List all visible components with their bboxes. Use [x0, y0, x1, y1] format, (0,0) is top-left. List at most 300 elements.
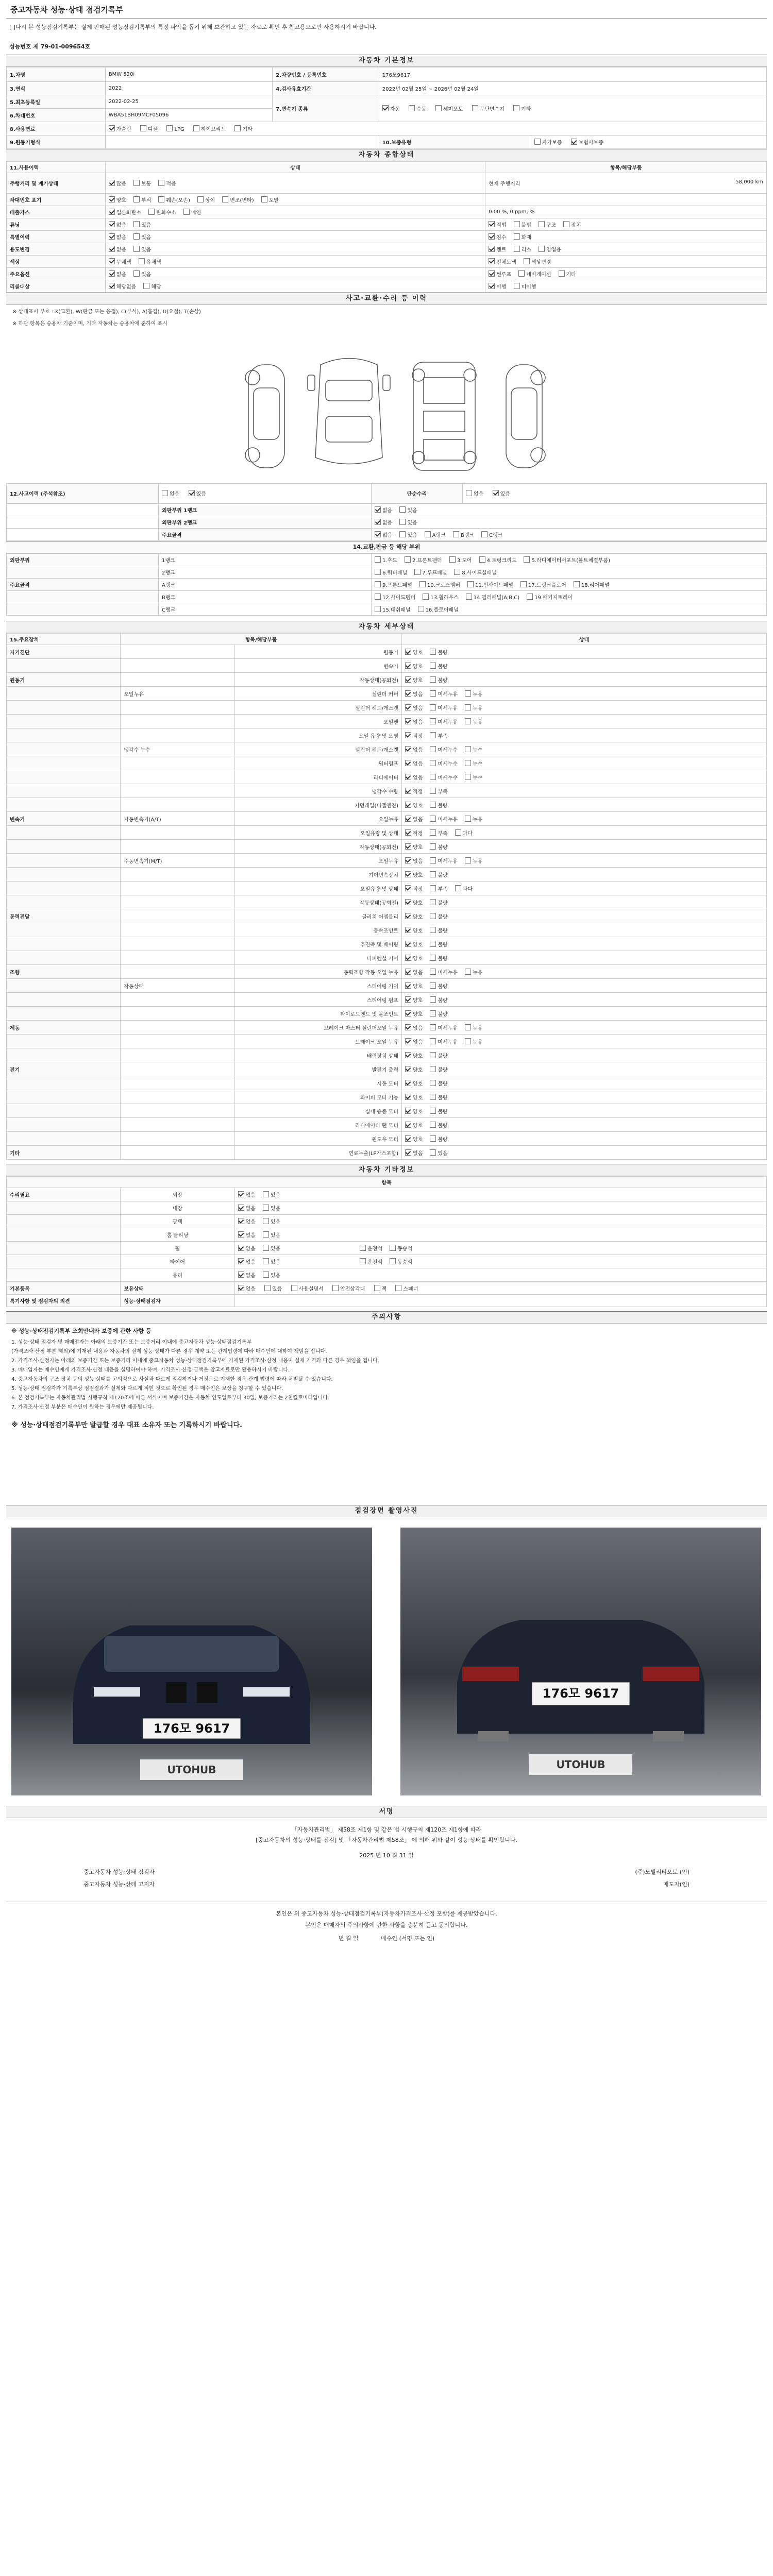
detail-options: 양호 불량	[402, 1048, 767, 1062]
checkbox[interactable]	[405, 941, 411, 947]
checkbox[interactable]	[430, 676, 436, 683]
checkbox[interactable]	[524, 556, 530, 563]
checkbox[interactable]	[455, 829, 461, 836]
detail-sub	[121, 868, 234, 882]
transmission-options: 자동 수동 세미오토 무단변속기 기타	[379, 95, 766, 122]
detail-row	[7, 715, 767, 728]
checkbox[interactable]	[375, 581, 381, 587]
detail-group	[7, 1118, 121, 1132]
rank-parts: 12.사이드멤버 13.휠하우스 14.필러패널(A,B,C) 19.패키지트레이	[372, 591, 767, 603]
checkbox[interactable]	[465, 1038, 471, 1044]
checkbox[interactable]	[375, 519, 381, 525]
checkbox[interactable]	[405, 816, 411, 822]
section-photos: 점검장면 촬영사진	[6, 1505, 767, 1517]
general-row-detail: 0.00 %, 0 ppm, %	[485, 206, 767, 218]
detail-group	[7, 923, 121, 937]
checkbox[interactable]	[405, 969, 411, 975]
checkbox[interactable]	[534, 139, 541, 145]
checkbox[interactable]	[405, 676, 411, 683]
checkbox[interactable]	[263, 1258, 269, 1264]
checkbox[interactable]	[409, 105, 415, 111]
rank-parts-table	[6, 553, 767, 616]
checkbox[interactable]	[183, 209, 190, 215]
checkbox[interactable]	[430, 955, 436, 961]
checkbox[interactable]	[430, 1108, 436, 1114]
checkbox[interactable]	[465, 857, 471, 863]
checkbox[interactable]	[405, 1024, 411, 1030]
checkbox[interactable]	[430, 760, 436, 766]
checkbox[interactable]	[430, 704, 436, 710]
checkbox[interactable]	[430, 871, 436, 877]
checkbox[interactable]	[166, 125, 173, 131]
checkbox[interactable]	[109, 209, 115, 215]
checkbox[interactable]	[238, 1191, 244, 1197]
checkbox[interactable]	[539, 221, 545, 227]
checkbox[interactable]	[238, 1218, 244, 1224]
detail-row	[7, 854, 767, 868]
detail-row	[7, 812, 767, 826]
checkbox[interactable]	[518, 270, 525, 277]
detail-sub	[121, 770, 234, 784]
detail-group	[7, 715, 121, 728]
checkbox[interactable]	[465, 746, 471, 752]
certificate-value: 79-01-009654호	[40, 43, 91, 50]
checkbox[interactable]	[453, 531, 459, 537]
detail-options: 양호 불량	[402, 1007, 767, 1021]
checkbox[interactable]	[222, 196, 228, 202]
general-row-options: 많음 보통 적음	[105, 173, 485, 194]
checkbox[interactable]	[465, 690, 471, 697]
checkbox[interactable]	[133, 180, 140, 186]
checkbox[interactable]	[405, 1010, 411, 1016]
detail-options: 없음 미세누유 누유	[402, 1035, 767, 1048]
checkbox[interactable]	[405, 871, 411, 877]
rank-row	[7, 554, 767, 566]
general-row	[7, 206, 767, 218]
checkbox[interactable]	[133, 233, 140, 240]
checkbox[interactable]	[109, 125, 115, 131]
checkbox[interactable]	[430, 885, 436, 891]
checkbox[interactable]	[472, 105, 478, 111]
col-header: 항목	[7, 1177, 767, 1188]
checkbox[interactable]	[143, 283, 149, 289]
detail-sub	[121, 1146, 234, 1160]
detail-sub	[121, 882, 234, 895]
checkbox[interactable]	[479, 556, 485, 563]
checkbox[interactable]	[430, 774, 436, 780]
checkbox[interactable]	[430, 1094, 436, 1100]
rank-name: B랭크	[159, 591, 372, 603]
checkbox[interactable]	[405, 649, 411, 655]
detail-options: 없음 미세누유 누유	[402, 854, 767, 868]
checkbox[interactable]	[514, 221, 520, 227]
detail-group: 조향	[7, 965, 121, 979]
checkbox[interactable]	[133, 270, 140, 277]
checkbox[interactable]	[109, 196, 115, 202]
checkbox[interactable]	[559, 270, 565, 277]
basic-items-sub: 보유상태	[121, 1282, 234, 1295]
checkbox[interactable]	[375, 569, 381, 575]
detail-item: 오일누유	[234, 854, 402, 868]
rank-row	[7, 566, 767, 579]
detail-options: 적정 부족	[402, 784, 767, 798]
detail-sub	[121, 1062, 234, 1076]
checkbox[interactable]	[430, 1136, 436, 1142]
checkbox[interactable]	[405, 732, 411, 738]
detail-options: 없음 미세누유 누유	[402, 687, 767, 701]
checkbox[interactable]	[430, 690, 436, 697]
checkbox[interactable]	[430, 788, 436, 794]
detail-item: 라디에이터	[234, 770, 402, 784]
checkbox[interactable]	[263, 1218, 269, 1224]
detail-row	[7, 1021, 767, 1035]
checkbox[interactable]	[466, 594, 472, 600]
exterior-options: 없음 있음	[372, 516, 767, 529]
checkbox[interactable]	[264, 1285, 271, 1291]
checkbox[interactable]	[430, 1024, 436, 1030]
detail-item: 작동상태(공회전)	[234, 840, 402, 854]
checkbox[interactable]	[430, 843, 436, 850]
other-group	[7, 1215, 121, 1228]
checkbox[interactable]	[405, 788, 411, 794]
checkbox[interactable]	[140, 125, 146, 131]
detail-item: 스티어링 펌프	[234, 993, 402, 1007]
checkbox[interactable]	[430, 899, 436, 905]
checkbox[interactable]	[539, 246, 545, 252]
other-item: 유리	[121, 1268, 234, 1282]
checkbox[interactable]	[395, 1285, 401, 1291]
checkbox[interactable]	[465, 704, 471, 710]
detail-options: 양호 불량	[402, 937, 767, 951]
detail-group	[7, 993, 121, 1007]
other-item: 타이어	[121, 1255, 234, 1268]
checkbox[interactable]	[109, 283, 115, 289]
notice-line: 3. 매매업자는 매수인에게 가격조사·산정 내용을 설명하여야 하며, 가격조사·산정 금액은 참고자료로만 활용하시기 바랍니다.	[11, 1367, 290, 1373]
detail-item: 실린더 커버	[234, 687, 402, 701]
checkbox[interactable]	[430, 913, 436, 919]
detail-group	[7, 1048, 121, 1062]
other-options: 없음 있음	[234, 1201, 767, 1215]
checkbox[interactable]	[109, 246, 115, 252]
checkbox[interactable]	[158, 180, 164, 186]
checkbox[interactable]	[399, 531, 406, 537]
general-row-label: 주요옵션	[7, 268, 106, 280]
detail-group	[7, 951, 121, 965]
checkbox[interactable]	[405, 663, 411, 669]
checkbox[interactable]	[405, 955, 411, 961]
detail-item: 오일누유	[234, 812, 402, 826]
reg-no-value: 176모9617	[379, 67, 766, 82]
checkbox[interactable]	[133, 246, 140, 252]
checkbox[interactable]	[405, 1080, 411, 1086]
receipt-block	[6, 1902, 767, 1942]
checkbox[interactable]	[430, 1010, 436, 1016]
checkbox[interactable]	[405, 1122, 411, 1128]
checkbox[interactable]	[234, 125, 241, 131]
checkbox[interactable]	[332, 1285, 339, 1291]
checkbox[interactable]	[430, 857, 436, 863]
receipt-date: 년 월 일	[338, 1935, 359, 1942]
accident-label: 12.사고이력 (주석참조)	[7, 484, 159, 503]
checkbox[interactable]	[263, 1191, 269, 1197]
checkbox[interactable]	[430, 829, 436, 836]
checkbox[interactable]	[375, 594, 381, 600]
checkbox[interactable]	[571, 139, 577, 145]
detail-row	[7, 1035, 767, 1048]
checkbox[interactable]	[430, 802, 436, 808]
checkbox[interactable]	[109, 180, 115, 186]
checkbox[interactable]	[375, 506, 381, 513]
checkbox[interactable]	[405, 1136, 411, 1142]
checkbox[interactable]	[514, 283, 520, 289]
detail-row	[7, 728, 767, 742]
other-row	[7, 1228, 767, 1242]
checkbox[interactable]	[419, 581, 426, 587]
detail-group: 자기진단	[7, 645, 121, 659]
checkbox[interactable]	[405, 774, 411, 780]
detail-group	[7, 882, 121, 895]
receipt-line: 본인은 매매자의 주의사항에 관한 사항을 충분히 듣고 동의합니다.	[305, 1922, 468, 1928]
checkbox[interactable]	[430, 718, 436, 724]
checkbox[interactable]	[454, 569, 460, 575]
detail-row	[7, 1132, 767, 1146]
checkbox[interactable]	[465, 760, 471, 766]
checkbox[interactable]	[109, 221, 115, 227]
checkbox[interactable]	[430, 649, 436, 655]
checkbox[interactable]	[405, 704, 411, 710]
checkbox[interactable]	[430, 941, 436, 947]
checkbox[interactable]	[375, 606, 381, 612]
checkbox[interactable]	[405, 1108, 411, 1114]
checkbox[interactable]	[465, 1024, 471, 1030]
checkbox[interactable]	[430, 732, 436, 738]
section-detail-state: 자동차 세부상태	[6, 621, 767, 633]
checkbox[interactable]	[405, 1052, 411, 1058]
checkbox[interactable]	[238, 1245, 244, 1251]
special-label: 특기사항 및 점검자의 의견	[7, 1295, 121, 1307]
checkbox[interactable]	[405, 913, 411, 919]
checkbox[interactable]	[466, 490, 472, 496]
detail-options: 양호 불량	[402, 951, 767, 965]
detail-sub	[121, 993, 234, 1007]
checkbox[interactable]	[291, 1285, 297, 1291]
col-header: 항목/해당부품	[485, 162, 767, 173]
other-options: 없음 있음	[234, 1188, 767, 1201]
checkbox[interactable]	[563, 221, 569, 227]
checkbox[interactable]	[405, 982, 411, 989]
checkbox[interactable]	[263, 1272, 269, 1278]
checkbox[interactable]	[405, 996, 411, 1003]
rank-group	[7, 591, 159, 603]
checkbox[interactable]	[109, 233, 115, 240]
checkbox[interactable]	[489, 246, 495, 252]
general-row-options: 없음 있음	[105, 243, 485, 256]
checkbox[interactable]	[430, 1038, 436, 1044]
checkbox[interactable]	[423, 594, 429, 600]
other-item: 내장	[121, 1201, 234, 1215]
checkbox[interactable]	[481, 531, 488, 537]
detail-sub	[121, 1035, 234, 1048]
checkbox[interactable]	[390, 1245, 396, 1251]
checkbox[interactable]	[455, 885, 461, 891]
rank-name: C랭크	[159, 603, 372, 616]
checkbox[interactable]	[263, 1205, 269, 1211]
checkbox[interactable]	[465, 969, 471, 975]
checkbox[interactable]	[430, 927, 436, 933]
checkbox[interactable]	[360, 1258, 366, 1264]
checkbox[interactable]	[382, 105, 389, 111]
detail-options: 없음 미세누유 누유	[402, 715, 767, 728]
checkbox[interactable]	[414, 569, 421, 575]
checkbox[interactable]	[405, 1094, 411, 1100]
detail-options: 양호 불량	[402, 659, 767, 673]
checkbox[interactable]	[430, 969, 436, 975]
checkbox[interactable]	[430, 816, 436, 822]
detail-item: 기어변속장치	[234, 868, 402, 882]
checkbox[interactable]	[139, 258, 145, 264]
detail-item: 오일유량 및 상태	[234, 882, 402, 895]
checkbox[interactable]	[527, 594, 533, 600]
checkbox[interactable]	[238, 1205, 244, 1211]
checkbox[interactable]	[489, 270, 495, 277]
exterior-label: 주요골격	[159, 529, 372, 541]
checkbox[interactable]	[238, 1258, 244, 1264]
certificate-number	[6, 35, 767, 55]
checkbox[interactable]	[430, 1122, 436, 1128]
car-outline-svg	[6, 329, 767, 483]
detail-row	[7, 951, 767, 965]
checkbox[interactable]	[430, 1052, 436, 1058]
checkbox[interactable]	[405, 690, 411, 697]
checkbox[interactable]	[263, 1245, 269, 1251]
checkbox[interactable]	[109, 258, 115, 264]
checkbox[interactable]	[405, 1038, 411, 1044]
checkbox[interactable]	[263, 1231, 269, 1238]
checkbox[interactable]	[435, 105, 442, 111]
checkbox[interactable]	[238, 1231, 244, 1238]
checkbox[interactable]	[467, 581, 474, 587]
sign-line: 「자동차관리법」 제58조 제1항 및 같은 법 시행규칙 제120조 제1항에 따라	[291, 1826, 482, 1833]
checkbox[interactable]	[399, 506, 406, 513]
damage-legend-note: ※ 하단 항목은 승용차 기준이며, 기타 자동차는 승용차에 준하여 표시	[12, 321, 167, 327]
checkbox[interactable]	[418, 606, 424, 612]
checkbox[interactable]	[489, 233, 495, 240]
checkbox[interactable]	[405, 760, 411, 766]
checkbox[interactable]	[430, 746, 436, 752]
checkbox[interactable]	[374, 1285, 380, 1291]
checkbox[interactable]	[193, 125, 199, 131]
checkbox[interactable]	[405, 885, 411, 891]
checkbox[interactable]	[238, 1285, 244, 1291]
checkbox[interactable]	[430, 1066, 436, 1072]
general-row-label: 리콜대상	[7, 280, 106, 293]
checkbox[interactable]	[405, 1149, 411, 1156]
checkbox[interactable]	[465, 774, 471, 780]
checkbox[interactable]	[390, 1258, 396, 1264]
exterior-rank-table	[6, 503, 767, 541]
general-row	[7, 173, 767, 194]
rear-brand-sign: UTOHUB	[556, 1758, 606, 1771]
checkbox[interactable]	[162, 490, 168, 496]
detail-group	[7, 756, 121, 770]
checkbox[interactable]	[261, 196, 267, 202]
detail-group	[7, 687, 121, 701]
checkbox[interactable]	[405, 1066, 411, 1072]
checkbox[interactable]	[520, 581, 527, 587]
checkbox[interactable]	[189, 490, 195, 496]
detail-item: 냉각수 수량	[234, 784, 402, 798]
checkbox[interactable]	[449, 556, 456, 563]
vin-value: WBA51BH09MCF05096	[105, 109, 273, 122]
checkbox[interactable]	[513, 105, 519, 111]
detail-sub	[121, 1007, 234, 1021]
checkbox[interactable]	[489, 258, 495, 264]
checkbox[interactable]	[430, 982, 436, 989]
checkbox[interactable]	[514, 246, 520, 252]
checkbox[interactable]	[399, 519, 406, 525]
col-header: 11.사용이력	[7, 162, 106, 173]
checkbox[interactable]	[405, 843, 411, 850]
checkbox[interactable]	[493, 490, 499, 496]
checkbox[interactable]	[405, 899, 411, 905]
general-row-detail: 썬루프 네비게이션 기타	[485, 268, 767, 280]
checkbox[interactable]	[158, 196, 164, 202]
detail-sub	[121, 784, 234, 798]
checkbox[interactable]	[238, 1272, 244, 1278]
detail-sub	[121, 1021, 234, 1035]
detail-options: 양호 불량	[402, 1104, 767, 1118]
checkbox[interactable]	[514, 233, 520, 240]
checkbox[interactable]	[430, 663, 436, 669]
checkbox[interactable]	[405, 746, 411, 752]
repair-label: 단순수리	[372, 484, 463, 503]
detail-options: 양호 불량	[402, 673, 767, 687]
checkbox[interactable]	[465, 816, 471, 822]
checkbox[interactable]	[133, 221, 140, 227]
checkbox[interactable]	[430, 1080, 436, 1086]
repair-options: 없음 있음	[463, 484, 767, 503]
checkbox[interactable]	[405, 829, 411, 836]
car-name-value: BMW 520i	[105, 67, 273, 82]
detail-group	[7, 1090, 121, 1104]
checkbox[interactable]	[405, 802, 411, 808]
general-row-detail	[485, 194, 767, 206]
detail-options: 없음 미세누수 누수	[402, 770, 767, 784]
other-group	[7, 1268, 121, 1282]
checkbox[interactable]	[197, 196, 204, 202]
checkbox[interactable]	[430, 996, 436, 1003]
checkbox[interactable]	[360, 1245, 366, 1251]
checkbox[interactable]	[405, 556, 411, 563]
checkbox[interactable]	[375, 531, 381, 537]
sign-date: 2025 년 10 월 31 일	[359, 1852, 414, 1859]
checkbox[interactable]	[465, 718, 471, 724]
checkbox[interactable]	[489, 221, 495, 227]
checkbox[interactable]	[425, 531, 431, 537]
checkbox[interactable]	[109, 270, 115, 277]
checkbox[interactable]	[405, 718, 411, 724]
checkbox[interactable]	[430, 1149, 436, 1156]
checkbox[interactable]	[574, 581, 580, 587]
checkbox[interactable]	[375, 556, 381, 563]
checkbox[interactable]	[148, 209, 155, 215]
checkbox[interactable]	[405, 857, 411, 863]
detail-options: 양호 불량	[402, 798, 767, 812]
checkbox[interactable]	[524, 258, 530, 264]
checkbox[interactable]	[489, 283, 495, 289]
checkbox[interactable]	[405, 927, 411, 933]
checkbox[interactable]	[133, 196, 140, 202]
